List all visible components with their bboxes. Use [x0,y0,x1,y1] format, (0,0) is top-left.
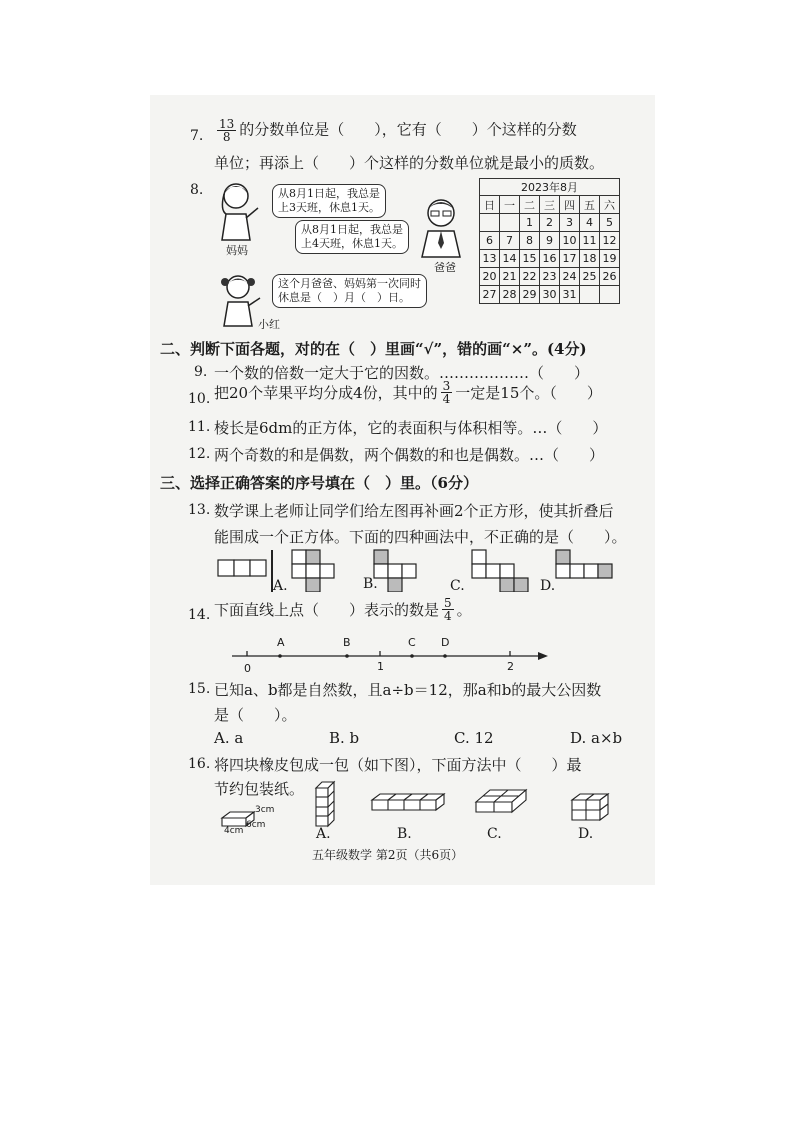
calendar-day: 31 [560,286,580,304]
calendar-day: 5 [600,214,620,232]
section2-title: 二、判断下面各题，对的在（ ）里画“√”，错的画“×”。(4分) [160,340,587,358]
q15-option-a: A. a [214,729,244,747]
point-b-label: B [343,636,351,649]
calendar-day: 9 [540,232,560,250]
mom-bubble-line2: 上3天班，休息1天。 [278,201,380,214]
calendar-day [480,214,500,232]
tick-2-label: 2 [507,660,514,673]
calendar-day: 1 [520,214,540,232]
q10-frac-numerator: 3 [442,379,451,393]
calendar-day: 6 [480,232,500,250]
q15-line1: 已知a、b都是自然数，且a÷b＝12，那a和b的最大公因数 [214,681,602,699]
calendar-weekday: 三 [540,196,560,214]
mom-bubble-line1: 从8月1日起，我总是 [278,187,380,200]
q14-line [214,597,472,622]
calendar-weekday: 日 [480,196,500,214]
calendar-day: 17 [560,250,580,268]
calendar-day: 25 [580,268,600,286]
point-d-label: D [441,636,450,649]
q15-option-c: C. 12 [454,729,494,747]
eraser-width-dim: 4cm [224,826,244,836]
calendar-weekday: 一 [500,196,520,214]
calendar-day: 12 [600,232,620,250]
q14-frac-numerator: 5 [444,596,452,610]
calendar-day: 10 [560,232,580,250]
q16-option-d: D. [578,826,594,842]
number-line [228,646,550,668]
q12-number: 12. [188,446,211,462]
q10-line [214,380,602,405]
eraser-height-dim: 3cm [255,805,275,815]
calendar-weekday-row [480,196,620,214]
q7-line1-text: 的分数单位是（ ），它有（ ）个这样的分数 [239,120,577,139]
august-2023-calendar [479,178,620,304]
q15-option-b: B. b [329,729,360,747]
mom-label: 妈妈 [226,244,248,257]
q16-option-a: A. [316,826,331,842]
q16-line2: 节约包装纸。 [214,780,305,798]
calendar-week-row [480,214,620,232]
q8-number: 8. [190,182,204,198]
calendar-day: 7 [500,232,520,250]
calendar-day: 22 [520,268,540,286]
calendar-day: 16 [540,250,560,268]
calendar-day [600,286,620,304]
q15-option-d: D. a×b [570,729,623,747]
q13-option-c: C. [450,578,465,594]
point-c-label: C [408,636,416,649]
calendar-day: 30 [540,286,560,304]
q16-option-c: C. [487,826,502,842]
calendar-day: 2 [540,214,560,232]
calendar-day [500,214,520,232]
q7-number: 7. [190,128,204,144]
girl-bubble-line1: 这个月爸爸、妈妈第一次同时 [278,277,421,290]
q13-option-a: A. [273,578,288,594]
girl-label: 小红 [258,318,280,331]
calendar-day: 27 [480,286,500,304]
calendar-title: 2023年8月 [480,179,620,196]
q16-number: 16. [188,756,211,772]
q16-line1: 将四块橡皮包成一包（如下图），下面方法中（ ）最 [214,756,582,774]
q13-option-b: B. [363,576,378,592]
mom-speech-bubble [272,184,386,218]
dad-bubble-line2: 上4天班，休息1天。 [301,237,403,250]
calendar-day: 23 [540,268,560,286]
calendar-day: 24 [560,268,580,286]
q7-frac-numerator: 13 [219,117,235,131]
calendar-day: 29 [520,286,540,304]
calendar-day: 26 [600,268,620,286]
dad-label: 爸爸 [434,261,456,274]
tick-1-label: 1 [377,660,384,673]
eraser-packing-figures [220,774,620,830]
girl-bubble-line2: 休息是（ ）月（ ）日。 [278,291,410,304]
page-footer: 五年级数学 第2页（共6页） [312,848,464,862]
girl-speech-bubble [272,274,427,308]
calendar-day: 18 [580,250,600,268]
calendar-day: 28 [500,286,520,304]
q10-text-post: 一定是15个。（ ） [455,384,602,402]
calendar-week-row [480,250,620,268]
q7-line1 [214,118,577,143]
q12-text: 两个奇数的和是偶数，两个偶数的和也是偶数。…（ ） [214,446,605,464]
q7-line2: 单位；再添上（ ）个这样的分数单位就是最小的质数。 [214,154,605,172]
q11-number: 11. [188,419,211,435]
q10-frac-denominator: 4 [442,392,451,406]
calendar-weekday: 四 [560,196,580,214]
q7-fraction [217,118,236,143]
q9-text: 一个数的倍数一定大于它的因数。………………（ ） [214,364,590,382]
q13-number: 13. [188,502,211,518]
calendar-week-row [480,232,620,250]
q16-option-b: B. [397,826,412,842]
q13-line2: 能围成一个正方体。下面的四种画法中，不正确的是（ ）。 [214,528,627,546]
q11-text: 棱长是6dm的正方体，它的表面积与体积相等。…（ ） [214,419,608,437]
q14-number: 14. [188,607,211,623]
q7-frac-denominator: 8 [222,130,231,144]
q9-number: 9. [194,364,208,380]
tick-0-label: 0 [244,662,251,675]
q10-text-pre: 把20个苹果平均分成4份，其中的 [214,384,438,402]
dad-bubble-line1: 从8月1日起，我总是 [301,223,403,236]
dad-speech-bubble [295,220,409,254]
calendar-day: 11 [580,232,600,250]
calendar-weekday: 二 [520,196,540,214]
q15-line2: 是（ ）。 [214,706,297,724]
calendar-day: 8 [520,232,540,250]
q13-line1: 数学课上老师让同学们给左图再补画2个正方形，使其折叠后 [214,502,614,520]
calendar-day: 13 [480,250,500,268]
calendar-day: 19 [600,250,620,268]
q14-frac-denominator: 4 [444,609,452,623]
calendar-day: 21 [500,268,520,286]
point-a-label: A [277,636,285,649]
q10-number: 10. [188,391,211,407]
dad-figure [416,193,466,259]
q14-text-pre: 下面直线上点（ ）表示的数是 [214,601,440,619]
q14-fraction [442,597,454,622]
calendar-day: 3 [560,214,580,232]
calendar-day: 20 [480,268,500,286]
calendar-week-row [480,286,620,304]
calendar-week-row [480,268,620,286]
calendar-weekday: 六 [600,196,620,214]
q10-fraction [441,380,453,405]
q13-option-d: D. [540,578,556,594]
section3-title: 三、选择正确答案的序号填在（ ）里。（6分） [160,474,478,492]
eraser-length-dim: 6cm [246,820,266,830]
mom-figure [212,180,260,246]
calendar-day [580,286,600,304]
q14-text-post: 。 [456,601,472,619]
q15-number: 15. [188,681,211,697]
calendar-weekday: 五 [580,196,600,214]
calendar-day: 14 [500,250,520,268]
girl-figure [216,272,262,328]
calendar-day: 4 [580,214,600,232]
calendar-day: 15 [520,250,540,268]
